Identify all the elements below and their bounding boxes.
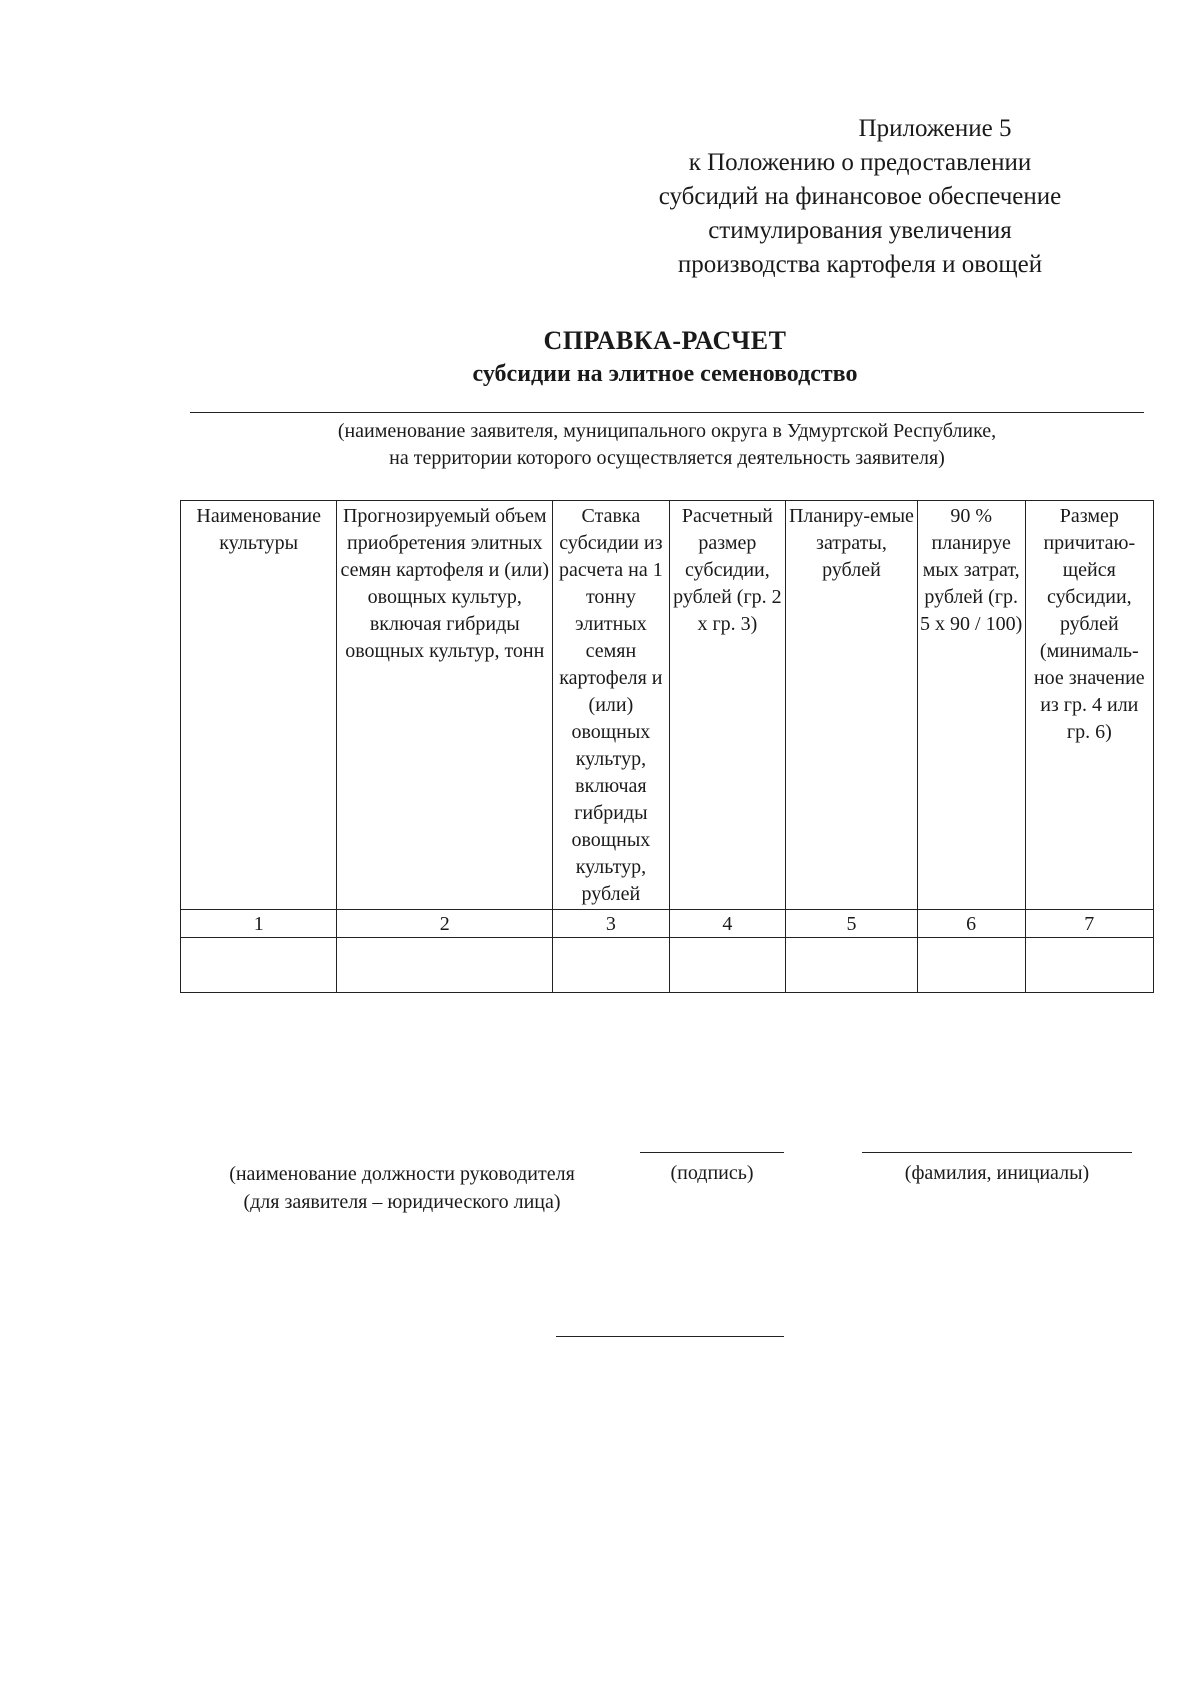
- appendix-line: субсидий на финансовое обеспечение: [658, 183, 1062, 210]
- applicant-caption: [190, 418, 1144, 472]
- signatory-position-line: (наименование должности руководителя: [229, 1163, 575, 1185]
- signatory-position-line: (для заявителя – юридического лица): [243, 1191, 561, 1213]
- column-number: 1: [181, 910, 337, 938]
- column-number: 7: [1025, 910, 1153, 938]
- document-subtitle: субсидии на элитное семеноводство: [472, 361, 858, 387]
- document-title: СПРАВКА-РАСЧЕТ: [543, 326, 787, 355]
- table-row: [181, 938, 1154, 993]
- header-calculated-subsidy: Расчетный размер субсидии, рублей (гр. 2 х гр. 3): [669, 501, 786, 910]
- header-crop-name: Наименование культуры: [181, 501, 337, 910]
- closing-fill-line: [556, 1336, 784, 1337]
- appendix-line: производства картофеля и овощей: [677, 251, 1043, 278]
- empty-cell: [669, 938, 786, 993]
- column-number: 4: [669, 910, 786, 938]
- header-ninety-percent-costs: 90 % планируе мых затрат, рублей (гр. 5 х 90 / 100): [917, 501, 1025, 910]
- column-number: 2: [337, 910, 553, 938]
- empty-cell: [786, 938, 918, 993]
- signature-caption: (подпись): [670, 1162, 754, 1184]
- name-caption: (фамилия, инициалы): [904, 1162, 1090, 1184]
- name-fill-line: [862, 1152, 1132, 1153]
- appendix-line: к Положению о предоставлении: [688, 149, 1032, 176]
- column-number: 5: [786, 910, 918, 938]
- empty-cell: [553, 938, 670, 993]
- applicant-caption-line: (наименование заявителя, муниципального округа в Удмуртской Республике,: [337, 420, 997, 442]
- signature-fill-line: [640, 1152, 784, 1153]
- empty-cell: [1025, 938, 1153, 993]
- header-subsidy-rate: Ставка субсидии из расчета на 1 тонну элитных семян картофеля и (или) овощных культур, включая гибриды овощных культур, рублей: [553, 501, 670, 910]
- appendix-block: [630, 112, 1090, 282]
- column-number-row: [181, 910, 1154, 938]
- column-number: 3: [553, 910, 670, 938]
- header-due-subsidy: Размер причитаю-щейся субсидии, рублей (минималь-ное значение из гр. 4 или гр. 6): [1025, 501, 1153, 910]
- column-number: 6: [917, 910, 1025, 938]
- header-forecast-volume: Прогнозируемый объем приобретения элитных семян картофеля и (или) овощных культур, включая гибриды овощных культур, тонн: [337, 501, 553, 910]
- calculation-table: [180, 500, 1154, 993]
- applicant-fill-line: [190, 412, 1144, 413]
- empty-cell: [337, 938, 553, 993]
- signatory-position-caption: [182, 1160, 622, 1216]
- appendix-number: Приложение 5: [858, 115, 1012, 142]
- table-header-row: [181, 501, 1154, 910]
- empty-cell: [917, 938, 1025, 993]
- header-planned-costs: Планиру-емые затраты, рублей: [786, 501, 918, 910]
- appendix-line: стимулирования увеличения: [708, 217, 1012, 244]
- applicant-caption-line: на территории которого осуществляется деятельность заявителя): [389, 447, 945, 469]
- empty-cell: [181, 938, 337, 993]
